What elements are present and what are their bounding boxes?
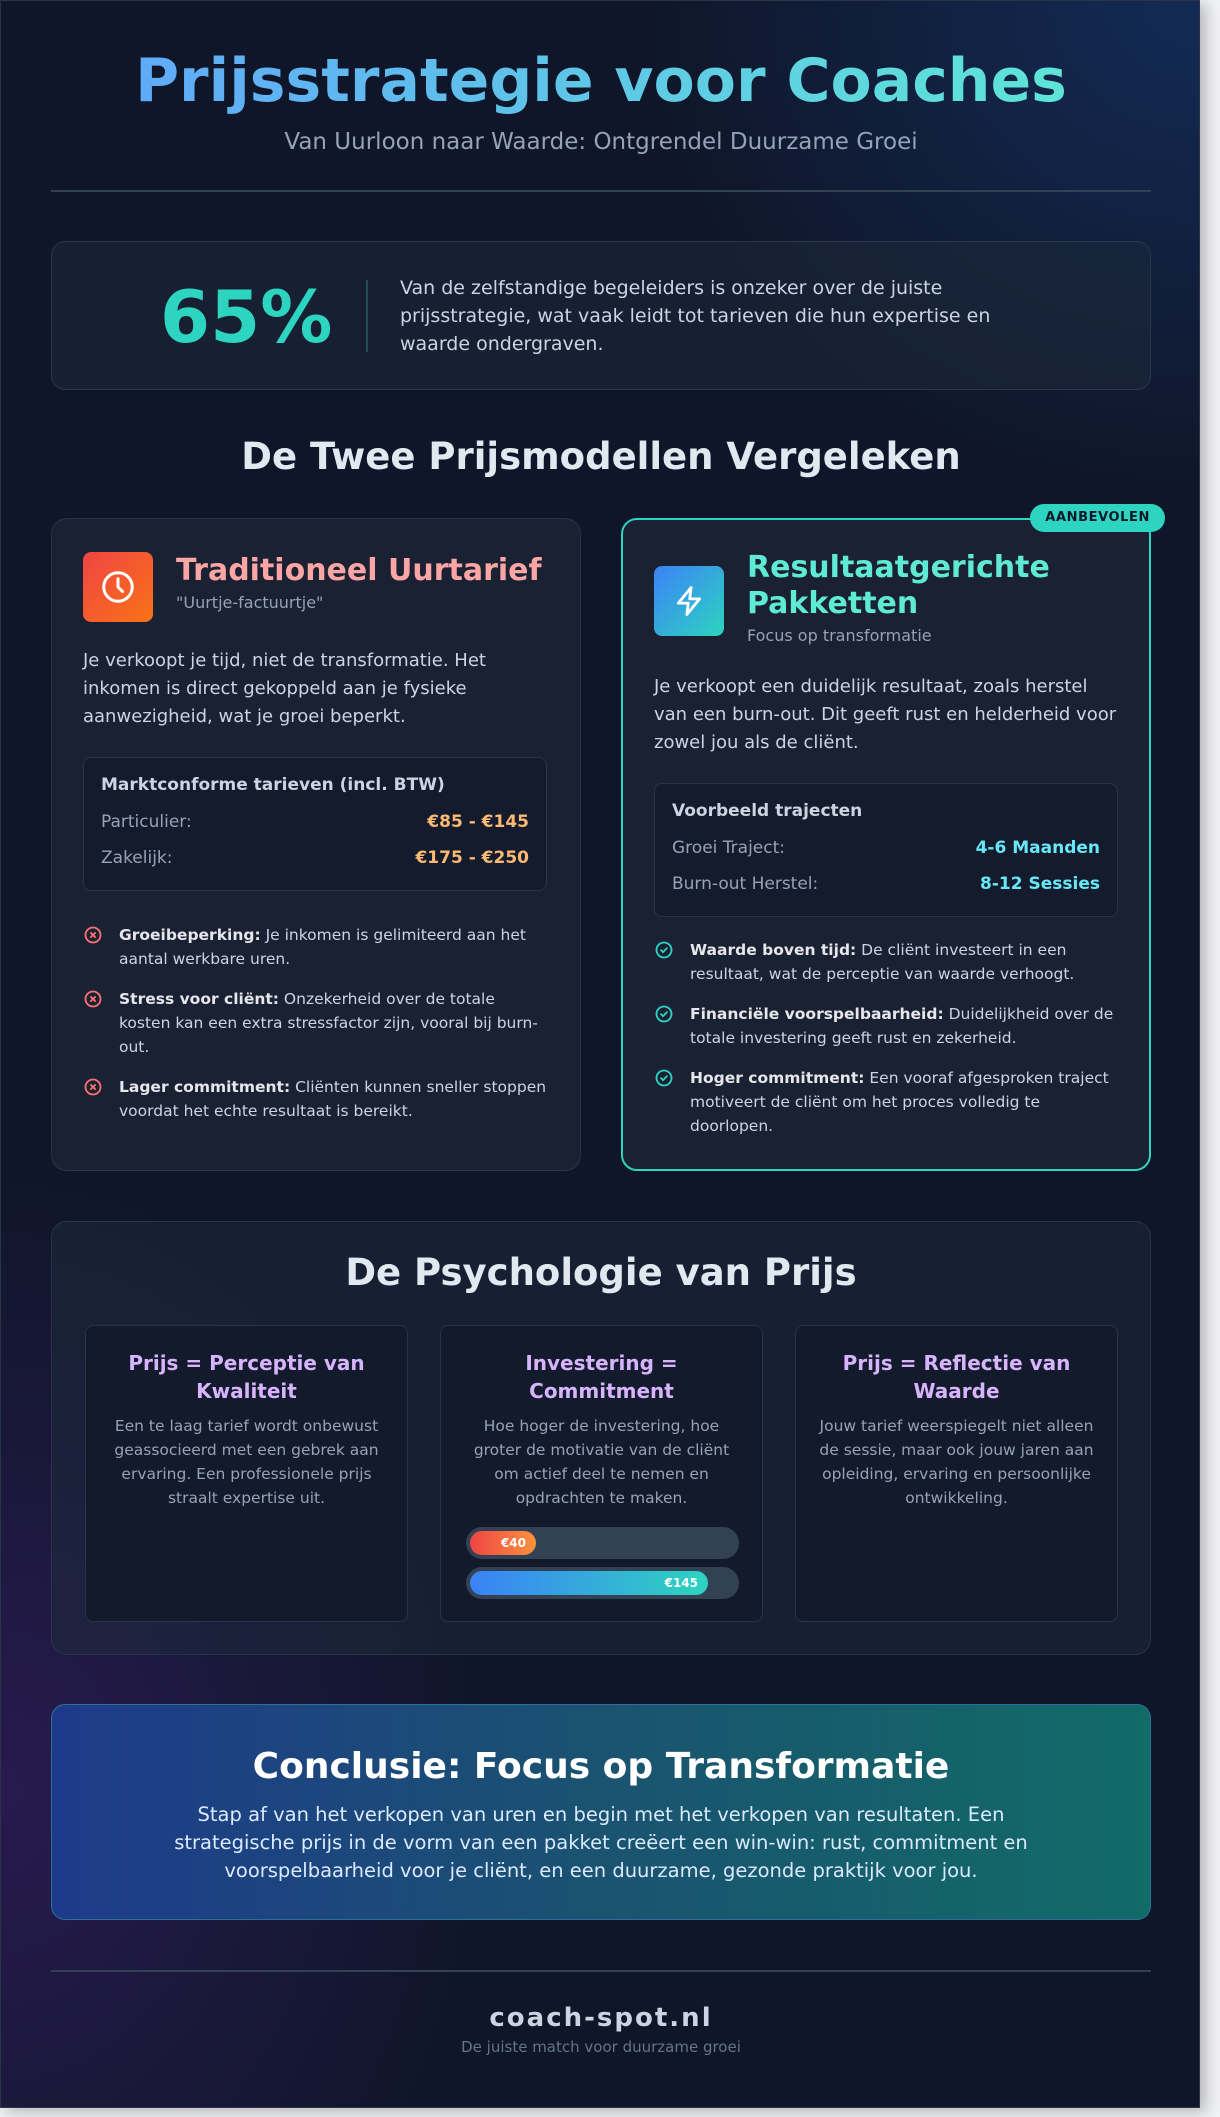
rate-row	[101, 812, 529, 832]
price-bar-low	[466, 1527, 739, 1559]
psychology-heading: De Psychologie van Prijs	[345, 1251, 857, 1294]
psychology-card-text: Een te laag tarief wordt onbewust geassocieerd met een gebrek aan ervaring. Een professionele prijs straalt expertise uit.	[114, 1417, 379, 1507]
package-pricing-card	[621, 510, 1151, 1171]
psychology-card-title: Prijs = Reflectie van Waarde	[842, 1351, 1071, 1403]
footer-divider	[51, 1970, 1151, 1972]
example-trajectories-title: Voorbeeld trajecten	[672, 801, 863, 821]
stat-text: Van de zelfstandige begeleiders is onzeker over de juiste prijsstrategie, wat vaak leidt tot tarieven die hun expertise en waarde ondergraven.	[400, 277, 991, 355]
traditional-pricing-card	[51, 518, 581, 1171]
footer-brand: coach-spot.nl	[489, 2003, 713, 2033]
package-description: Je verkoopt een duidelijk resultaat, zoals herstel van een burn-out. Dit geeft rust en helderheid voor zowel jou als de cliënt.	[654, 676, 1117, 753]
clock-icon	[100, 569, 136, 605]
market-rates-title: Marktconforme tarieven (incl. BTW)	[101, 775, 445, 795]
comparison-heading: De Twee Prijsmodellen Vergeleken	[241, 435, 961, 478]
trajectory-row	[672, 838, 1100, 858]
trajectory-label: Burn-out Herstel:	[672, 874, 819, 894]
psychology-card	[440, 1325, 763, 1622]
trajectory-row	[672, 874, 1100, 894]
price-bar-low-fill: €40	[470, 1531, 536, 1555]
check-circle-icon	[654, 940, 674, 960]
price-bar-high-fill: €145	[470, 1571, 708, 1595]
trajectory-value: 8-12 Sessies	[980, 874, 1100, 894]
rate-row	[101, 848, 529, 868]
traditional-description: Je verkoopt je tijd, niet de transformatie. Het inkomen is direct gekoppeld aan je fysieke aanwezigheid, wat je groei beperkt.	[83, 650, 486, 727]
pro-text: Waarde boven tijd: De cliënt investeert in een resultaat, wat de perceptie van waarde verhoogt.	[690, 941, 1075, 983]
rate-label: Zakelijk:	[101, 848, 173, 868]
psychology-card-title: Prijs = Perceptie van Kwaliteit	[128, 1351, 365, 1403]
price-bar-high	[466, 1567, 739, 1599]
page-subtitle: Van Uurloon naar Waarde: Ontgrendel Duurzame Groei	[284, 129, 918, 155]
lightning-icon	[672, 584, 706, 618]
trajectory-label: Groei Traject:	[672, 838, 785, 858]
con-text: Groeibeperking: Je inkomen is gelimiteerd aan het aantal werkbare uren.	[119, 926, 526, 968]
check-circle-icon	[654, 1068, 674, 1088]
check-circle-icon	[654, 1004, 674, 1024]
rate-value: €85 - €145	[427, 812, 529, 832]
package-subtitle: Focus op transformatie	[747, 626, 932, 645]
x-circle-icon	[83, 989, 103, 1009]
header-divider	[51, 190, 1151, 192]
psychology-card-title: Investering = Commitment	[525, 1351, 678, 1403]
package-title: Resultaatgerichte Pakketten	[747, 550, 1050, 621]
trajectory-value: 4-6 Maanden	[975, 838, 1100, 858]
x-circle-icon	[83, 925, 103, 945]
conclusion-banner	[51, 1704, 1151, 1920]
psychology-card	[795, 1325, 1118, 1622]
conclusion-title: Conclusie: Focus op Transformatie	[252, 1746, 950, 1787]
market-rates-box	[83, 757, 547, 891]
psychology-section	[51, 1221, 1151, 1655]
con-text: Lager commitment: Cliënten kunnen sneller stoppen voordat het echte resultaat is bereikt.	[119, 1078, 547, 1120]
rate-value: €175 - €250	[415, 848, 529, 868]
pro-text: Hoger commitment: Een vooraf afgesproken traject motiveert de cliënt om het proces volledig te doorlopen.	[690, 1069, 1109, 1135]
stat-separator	[366, 280, 368, 352]
recommended-badge: AANBEVOLEN	[1030, 504, 1165, 532]
con-text: Stress voor cliënt: Onzekerheid over de totale kosten kan een extra stressfactor zijn, vooral bij burn-out.	[119, 990, 538, 1056]
traditional-title: Traditioneel Uurtarief	[176, 553, 542, 588]
traditional-icon-box	[83, 552, 153, 622]
traditional-subtitle: "Uurtje-factuurtje"	[176, 593, 324, 612]
psychology-card-text: Hoe hoger de investering, hoe groter de motivatie van de cliënt om actief deel te nemen en opdrachten te maken.	[473, 1417, 730, 1507]
example-trajectories-box	[654, 783, 1118, 917]
footer-tagline: De juiste match voor duurzame groei	[461, 2038, 741, 2056]
rate-label: Particulier:	[101, 812, 192, 832]
stat-value: 65%	[160, 275, 333, 359]
x-circle-icon	[83, 1077, 103, 1097]
page-title: Prijsstrategie voor Coaches	[51, 45, 1151, 117]
package-icon-box	[654, 566, 724, 636]
stat-callout	[51, 241, 1151, 390]
conclusion-text: Stap af van het verkopen van uren en begin met het verkopen van resultaten. Een strategische prijs in de vorm van een pakket creëert een win-win: rust, commitment en voorspelbaarheid voor je cliënt, en een duurzame, gezonde praktijk voor jou.	[174, 1803, 1028, 1882]
pro-text: Financiële voorspelbaarheid: Duidelijkheid over de totale investering geeft rust en zekerheid.	[690, 1005, 1114, 1047]
psychology-card	[85, 1325, 408, 1622]
psychology-card-text: Jouw tarief weerspiegelt niet alleen de sessie, maar ook jouw jaren aan opleiding, ervaring en persoonlijke ontwikkeling.	[819, 1417, 1094, 1507]
